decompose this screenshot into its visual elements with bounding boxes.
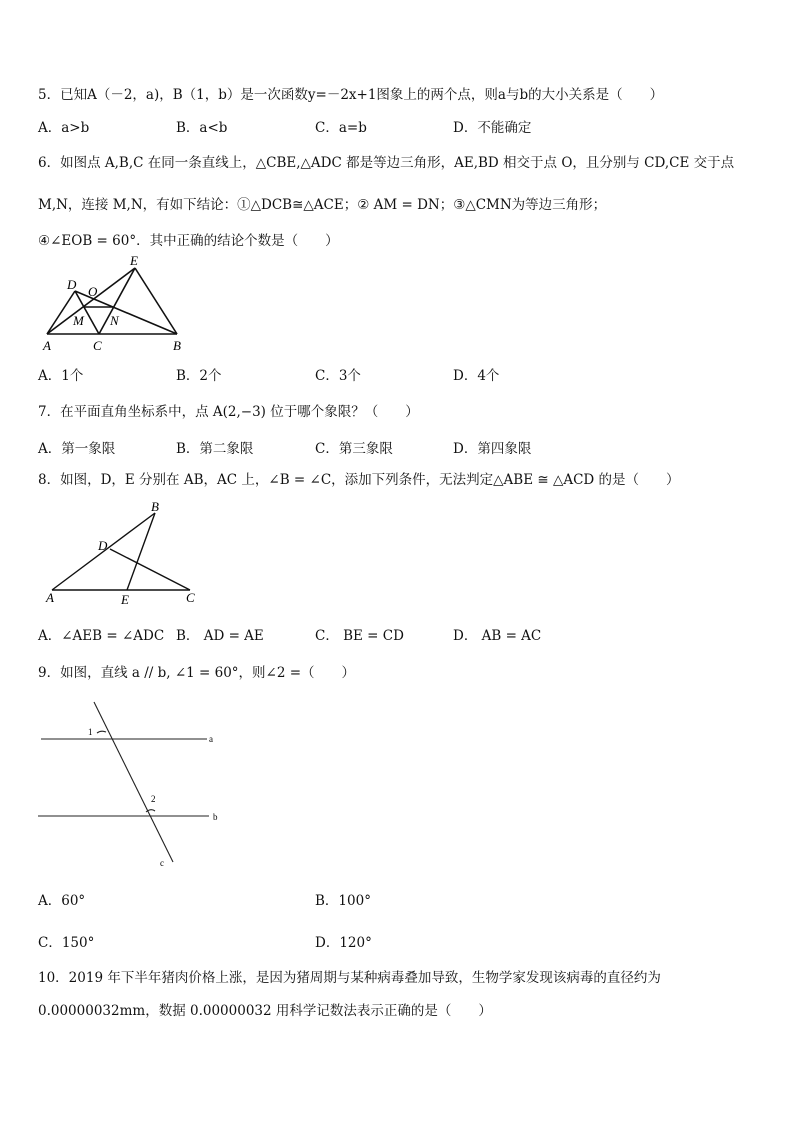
q8-option-c: C． BE = CD bbox=[315, 628, 404, 644]
q7-stem: 7．在平面直角坐标系中，点 A(2,−3) 位于哪个象限？（ ） bbox=[38, 404, 419, 420]
q5-option-b: B．a<b bbox=[176, 120, 228, 136]
q8-option-d: D． AB = AC bbox=[453, 628, 542, 644]
q6-option-b: B．2个 bbox=[176, 368, 222, 384]
label-C: C bbox=[93, 338, 102, 353]
q6-stem-line3: ④∠EOB = 60°．其中正确的结论个数是（ ） bbox=[38, 233, 339, 249]
q6-option-a: A．1个 bbox=[38, 368, 84, 384]
q9-option-c: C．150° bbox=[38, 935, 95, 951]
q9-stem: 9．如图，直线 a // b, ∠1 = 60°，则∠2 =（ ） bbox=[38, 665, 356, 681]
angle-1-label: 1 bbox=[88, 727, 93, 737]
q8-stem: 8．如图，D，E 分别在 AB，AC 上，∠B = ∠C，添加下列条件，无法判定△ABE ≅ △ACD 的是（ ） bbox=[38, 472, 680, 488]
q9-option-a: A．60° bbox=[38, 893, 86, 909]
label-E: E bbox=[121, 592, 129, 607]
angle-1-arc bbox=[97, 731, 106, 733]
label-A: A bbox=[46, 590, 54, 605]
label-A: A bbox=[43, 338, 51, 353]
label-B: B bbox=[151, 499, 159, 514]
label-N: N bbox=[110, 313, 119, 328]
q6-stem-line1: 6．如图点 A,B,C 在同一条直线上，△CBE,△ADC 都是等边三角形，AE,BD 相交于点 O，且分别与 CD,CE 交于点 bbox=[38, 155, 735, 171]
label-B: B bbox=[173, 338, 181, 353]
q6-stem-line2: M,N，连接 M,N，有如下结论：①△DCB≅△ACE；② AM = DN；③△CMN为等边三角形； bbox=[38, 197, 607, 213]
q10-stem-line2: 0.00000032mm，数据 0.00000032 用科学记数法表示正确的是（ ） bbox=[38, 1003, 492, 1019]
q7-option-c: C．第三象限 bbox=[315, 441, 393, 457]
label-E: E bbox=[130, 253, 138, 268]
q6-option-c: C．3个 bbox=[315, 368, 361, 384]
q9-option-d: D．120° bbox=[315, 935, 372, 951]
label-D: D bbox=[98, 538, 108, 553]
q5-option-a: A．a>b bbox=[38, 120, 90, 136]
q5-option-c: C．a=b bbox=[315, 120, 367, 136]
q8-option-b: B． AD = AE bbox=[176, 628, 264, 644]
q9-option-b: B．100° bbox=[315, 893, 371, 909]
line-c-label: c bbox=[160, 858, 164, 868]
line-c bbox=[94, 702, 173, 862]
q7-option-d: D．第四象限 bbox=[453, 441, 532, 457]
label-O: O bbox=[88, 284, 98, 299]
q7-option-b: B．第二象限 bbox=[176, 441, 254, 457]
label-M: M bbox=[73, 313, 84, 328]
label-D: D bbox=[67, 277, 77, 292]
q5-option-d: D．不能确定 bbox=[453, 120, 532, 136]
q7-option-a: A．第一象限 bbox=[38, 441, 116, 457]
q8-option-a: A．∠AEB = ∠ADC bbox=[38, 628, 165, 644]
q10-stem-line1: 10．2019 年下半年猪肉价格上涨，是因为猪周期与某种病毒叠加导致，生物学家发现该病毒的直径约为 bbox=[38, 970, 661, 986]
q5-stem: 5．已知A（－2，a)，B（1，b）是一次函数y=－2x+1图象上的两个点，则a与b的大小关系是（ ） bbox=[38, 87, 664, 103]
angle-2-label: 2 bbox=[151, 794, 156, 804]
line-a-label: a bbox=[209, 734, 213, 744]
label-C: C bbox=[186, 590, 195, 605]
q6-option-d: D．4个 bbox=[453, 368, 500, 384]
line-b-label: b bbox=[213, 812, 218, 822]
